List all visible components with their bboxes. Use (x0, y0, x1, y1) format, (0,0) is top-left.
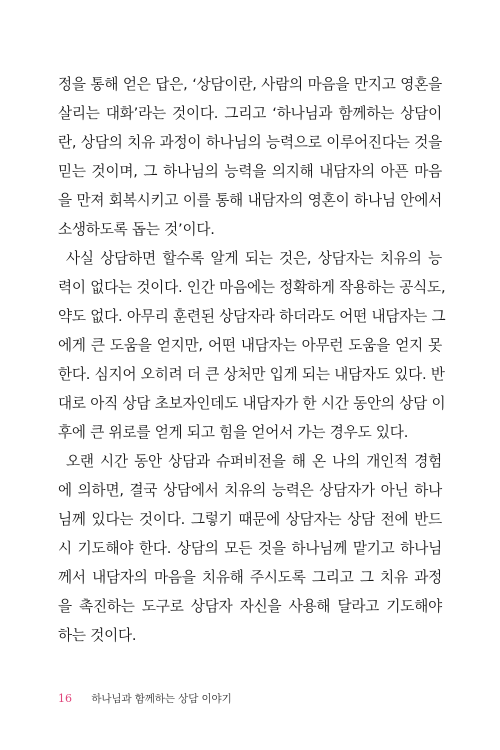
text-line: 하는 것이다. (58, 627, 137, 644)
text-line: 믿는 것이며, 그 하나님의 능력을 의지해 내담자의 아픈 마음 (58, 163, 442, 180)
text-line: 소생하도록 돕는 것’이다. (58, 221, 215, 238)
text-line: 에게 큰 도움을 얻지만, 어떤 내담자는 아무런 도움을 얻지 못 (58, 337, 442, 354)
text-line: 을 만져 회복시키고 이를 통해 내담자의 영혼이 하나님 안에서 (58, 192, 442, 209)
text-line: 시 기도해야 한다. 상담의 모든 것을 하나님께 맡기고 하나님 (58, 540, 442, 557)
text-line: 약도 없다. 아무리 훈련된 상담자라 하더라도 어떤 내담자는 그 (58, 308, 446, 325)
text-line: 정을 통해 얻은 답은, ‘상담이란, 사람의 마음을 만지고 영혼을 (58, 76, 442, 93)
text-line: 후에 큰 위로를 얻게 되고 힘을 얻어서 가는 경우도 있다. (58, 424, 409, 441)
page-number: 16 (58, 692, 72, 705)
text-line: 대로 아직 상담 초보자인데도 내담자가 한 시간 동안의 상담 이 (58, 395, 446, 412)
text-line: 님께 있다는 것이다. 그렇기 때문에 상담자는 상담 전에 반드 (58, 511, 442, 528)
page-footer (58, 690, 442, 708)
running-title: 하나님과 함께하는 상담 이야기 (91, 693, 232, 705)
text-line: 살리는 대화’라는 것이다. 그리고 ‘하나님과 함께하는 상담이 (58, 105, 442, 122)
text-line: 을 촉진하는 도구로 상담자 자신을 사용해 달라고 기도해야 (58, 598, 442, 615)
text-line: 에 의하면, 결국 상담에서 치유의 능력은 상담자가 아닌 하나 (58, 482, 442, 499)
text-line: 력이 없다는 것이다. 인간 마음에는 정확하게 작용하는 공식도, (58, 279, 446, 296)
text-line: 한다. 심지어 오히려 더 큰 상처만 입게 되는 내담자도 있다. 반 (58, 366, 445, 383)
text-line: 란, 상담의 치유 과정이 하나님의 능력으로 이루어진다는 것을 (58, 134, 442, 151)
text-line: 사실 상담하면 할수록 알게 되는 것은, 상담자는 치유의 능 (66, 250, 442, 267)
text-line: 오랜 시간 동안 상담과 슈퍼비전을 해 온 나의 개인적 경험 (66, 453, 442, 470)
text-line: 께서 내담자의 마음을 치유해 주시도록 그리고 그 치유 과정 (58, 569, 442, 586)
body-text (58, 70, 446, 650)
